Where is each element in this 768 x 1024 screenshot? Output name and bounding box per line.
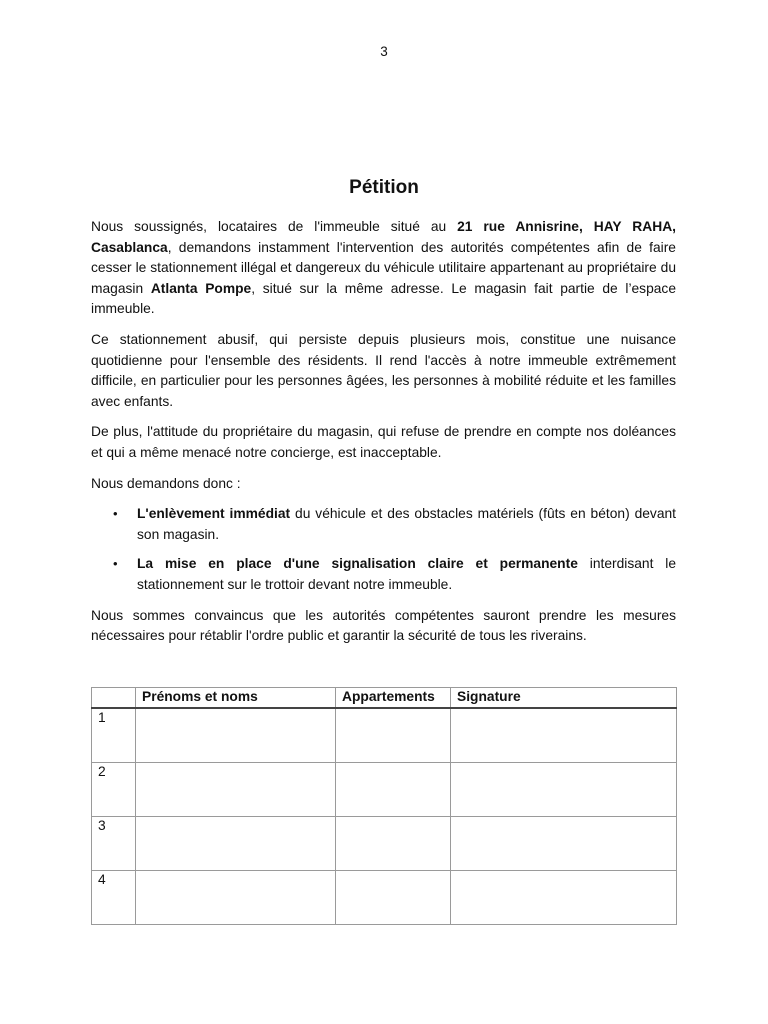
intro-paragraph <box>91 217 676 320</box>
signature-cell[interactable] <box>451 817 677 871</box>
apartment-cell[interactable] <box>336 708 451 763</box>
document-title: Pétition <box>349 177 419 198</box>
signature-cell[interactable] <box>451 708 677 763</box>
attitude-paragraph: De plus, l'attitude du propriétaire du magasin, qui refuse de prendre en compte nos doléances et qui a même menacé notre concierge, est inacceptable. <box>91 424 676 460</box>
list-item <box>91 504 676 545</box>
name-cell[interactable] <box>136 871 336 925</box>
demand-bold: La mise en place d'une signalisation claire et permanente <box>137 556 578 572</box>
intro-text-3: , situé sur la même adresse. Le magasin fait partie de l’espace immeuble. <box>91 280 676 317</box>
header-names: Prénoms et noms <box>136 688 336 709</box>
row-number: 1 <box>92 708 136 763</box>
conclusion-paragraph: Nous sommes convaincus que les autorités compétentes sauront prendre les mesures nécessaires pour rétablir l'ordre public et garantir la sécurité de tous les riverains. <box>91 607 676 644</box>
demand-text: interdisant le stationnement sur le trottoir devant notre immeuble. <box>137 556 676 592</box>
name-cell[interactable] <box>136 763 336 817</box>
intro-text-1: Nous soussignés, locataires de l'immeuble situé au <box>91 219 458 234</box>
signature-cell[interactable] <box>451 763 677 817</box>
signature-cell[interactable] <box>451 871 677 925</box>
page-number: 3 <box>380 44 388 59</box>
name-cell[interactable] <box>136 817 336 871</box>
name-cell[interactable] <box>136 708 336 763</box>
header-number <box>92 688 136 709</box>
table-header-row <box>92 688 677 709</box>
apartment-cell[interactable] <box>336 817 451 871</box>
list-item <box>91 554 676 595</box>
row-number: 4 <box>92 871 136 925</box>
apartment-cell[interactable] <box>336 871 451 925</box>
row-number: 3 <box>92 817 136 871</box>
demand-text: du véhicule et des obstacles matériels (fûts en béton) devant son magasin. <box>137 506 677 542</box>
header-signature: Signature <box>451 688 677 709</box>
table-row <box>92 871 677 925</box>
signature-table <box>91 687 677 925</box>
shop-name: Atlanta Pompe <box>150 280 252 296</box>
petition-body <box>91 217 676 657</box>
intro-text-2: , demandons instamment l'intervention des autorités compétentes afin de faire cesser le stationnement illégal et dangereux du véhicule utilitaire appartenant au propriétaire du magasin <box>91 239 676 296</box>
header-apartments: Appartements <box>336 688 451 709</box>
bullet-icon: • <box>113 506 118 522</box>
address-text: 21 rue Annisrine, HAY RAHA, Casablanca <box>91 219 676 255</box>
demands-intro: Nous demandons donc : <box>91 475 241 491</box>
bullet-icon: • <box>113 556 118 572</box>
table-row <box>92 708 677 763</box>
apartment-cell[interactable] <box>336 763 451 817</box>
table-row <box>92 763 677 817</box>
row-number: 2 <box>92 763 136 817</box>
demands-list <box>91 504 676 595</box>
demand-bold: L'enlèvement immédiat <box>137 506 291 522</box>
nuisance-paragraph: Ce stationnement abusif, qui persiste depuis plusieurs mois, constitue une nuisance quotidienne pour l'ensemble des résidents. Il rend l'accès à notre immeuble extrêmement difficile, en particulier pour les personnes âgées, les personnes à mobilité réduite et les familles avec enfants. <box>91 331 676 409</box>
table-row <box>92 817 677 871</box>
